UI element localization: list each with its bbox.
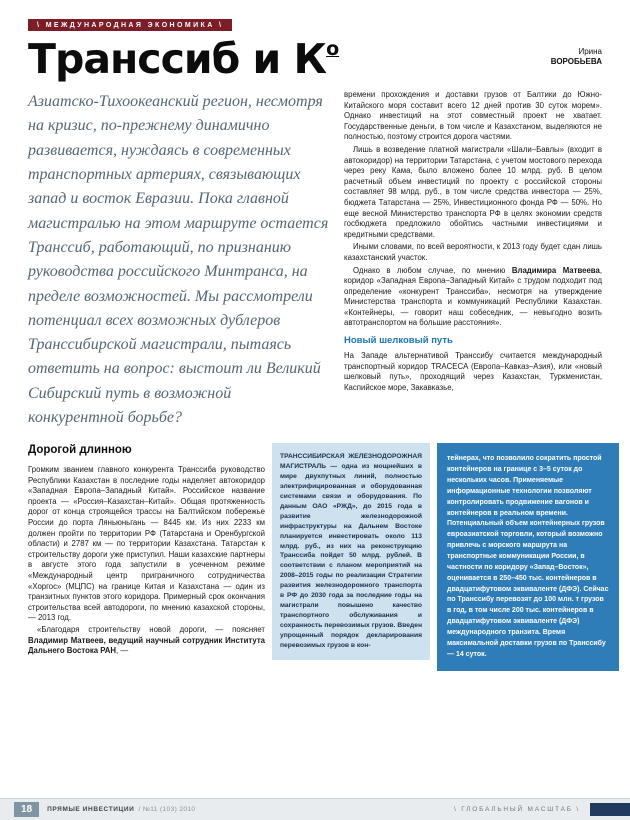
paragraph-text: , — (116, 646, 129, 656)
body-column-left (28, 443, 265, 671)
section-heading: Дорогой длинною (28, 444, 132, 457)
paragraph-text: , коридор «Западная Европа–Западный Китай» с трудом подходит под определение «конкурент Транссиба», несмотря на утверждение Министерства транспорта и коммуникаций Республики Казахстан. «Контейнеры, — говорит наш собеседник, — невыгодно возить автотранспортом на большие расстояния». (344, 265, 603, 328)
author-last-name: ВОРОБЬЕВА (550, 57, 602, 67)
body-paragraph: Громким званием главного конкурента Транссиба руководство Республики Казахстан в последние годы наделяет автокоридор «Западная Европа–Западный Китай». Российское название проекта — «Россия–Казахстан–Китай». Общая протяженность дорог от конца строящейся трассы на Балтийском побережье России до порта Ляньюньгань — 8445 км. Из них 2233 км должен пройти по территории РФ (Татарстана и Оренбургской области) и 2787 км — по территории Казахстана. Татарстан к строительству дороги уже приступил. Наши казахские партнеры в августе этого года запустили в усеченном режиме «Международный центр приграничного сотрудничества «Хоргос» (МЦПС) на границе Китая и Казахстана — один из транзитных пунктов этого коридора. Примерный срок окончания строительства всей автодороги, по мнению казахской стороны, — 2013 год. (28, 465, 265, 623)
subhead-new-silk-road: Новый шелковый путь (344, 335, 453, 347)
body-paragraph (344, 266, 602, 330)
expert-name: Владимир Матвеев, ведущий научный сотрудник Института Дальнего Востока РАН (28, 635, 265, 656)
article-title-superscript: о (326, 38, 340, 60)
article-title-text: Транссиб и К (28, 35, 327, 83)
body-column-right (344, 90, 602, 430)
body-paragraph (28, 625, 265, 657)
sidebar-dark-text: тейнерах, что позволило сократить простой контейнеров на границе с 3–5 суток до нескольких часов. Применяемые информационные технологии позволяют контролировать продвижение вагонов и контейнеров в реальном времени. Потенциальный объем контейнерных грузов евроазиатской торговли, который возможно привлечь с морского маршрута на транспортные коммуникации России, в частности по коридору «Запад–Восток», оценивается в 250–450 тыс. контейнеров в двадцатифутовом эквиваленте (ДФЭ). Сейчас по Транссибу перевозят до 100 млн. т грузов в год, в том числе 200 тыс. контейнеров в двадцатифутовом эквиваленте (ДФЭ) международного транзита. Время максимальной доставки грузов по Транссибу — 14 суток. (447, 455, 609, 658)
expert-name: Владимира Матвеева (511, 265, 600, 275)
lede-paragraph: Азиатско-Тихоокеанский регион, несмотря на кризис, по-прежнему динамично развивается, нуждаясь в современных транспортных артериях, связывающих запад и восток Евразии. Пока главной магистралью на этом маршруте остается Транссиб, работающий, по признанию руководства российского Минтранса, на пределе возможностей. Мы рассмотрели потенциал всех возможных дублеров Транссибирской магистрали, пытаясь ответить на вопрос: выстоит ли Великий Сибирский путь в возможной конкурентной борьбе? (28, 93, 329, 427)
body-paragraph: На Западе альтернативой Транссибу считается международный транспортный коридор TRACECA (Европа–Кавказ–Азия), или «новый шелковый путь», проходящий через Казахстан, Туркменистан, Каспийское море, Закавказье, (344, 350, 602, 392)
footer-accent-bar (590, 803, 630, 816)
section-kicker: \ МЕЖДУНАРОДНАЯ ЭКОНОМИКА \ (28, 19, 232, 31)
page-number-badge: 18 (14, 802, 39, 817)
sidebar-light-box (272, 443, 430, 659)
content-bottom (28, 443, 609, 671)
body-paragraph: Лишь в возведение платной магистрали «Шали–Бавлы» (входит в автокоридор) на территории Татарстана, с учетом мостового перехода через реку Кама, было вложено более 10 млрд. руб. В целом расчетный объем инвестиций по проекту с российской стороны составляет 98 млрд. руб., в том числе средства инвестора — 25%, бюджета Татарстана — 25%, Инвестиционного фонда РФ — 50%. Но еще весной Министерство транспорта РФ в целях экономии средств госбюджета предложило обойтись частными инвестициями и кредитными средствами. (344, 144, 602, 239)
issue-number: / №11 (103) 2010 (138, 806, 196, 813)
body-paragraph: Иными словами, по всей вероятности, к 2013 году будет сдан лишь казахстанский участок. (344, 242, 602, 262)
title-row (28, 35, 602, 83)
body-paragraph: времени прохождения и доставки грузов от Балтики до Южно-Китайского моря составит всего 12 дней против 30 суток морем». Однако инвестиций на этот совместный проект не хватает. Государственные деньги, в том числе и Казахстаном, выделяются не полностью, поэтому строится дорога частями. (344, 90, 602, 142)
magazine-name: ПРЯМЫЕ ИНВЕСТИЦИИ (47, 806, 135, 813)
page-footer (0, 798, 630, 820)
sidebar-light-lead: ТРАНССИБИРСКАЯ ЖЕЛЕЗНОДОРОЖНАЯ МАГИСТРАЛЬ (280, 453, 422, 471)
sidebar-light-text: — одна из мощнейших в мире двухпутных линий, полностью электрифицированная и оборудованная системами связи и оборудования. По данным ОАО «РЖД», до 2015 года в развитие железнодорожной инфраструктуры на Дальнем Востоке планируется инвестировать около 113 млрд. руб., из них на реконструкцию Транссиба пойдет 50 млрд. рублей. В соответствии с планом мероприятий на 2008–2015 годы по реализации Стратегии развития железнодорожного транспорта в РФ до 2030 года за последние годы на магистрали повышено качество транспортного обслуживания и сохранность перевозимых грузов. Введен упрощенный порядок декларирования перевозимых грузов в кон- (280, 463, 422, 649)
paragraph-text: Однако в любом случае, по мнению (353, 265, 512, 275)
content-top (28, 90, 602, 430)
author-first-name: Ирина (578, 47, 602, 56)
paragraph-text: «Благодаря строительству новой дороги, — поясняет (37, 624, 265, 634)
author-byline (551, 39, 602, 68)
section-kicker-row (28, 14, 602, 32)
footer-section-label: \ ГЛОБАЛЬНЫЙ МАСШТАБ \ (454, 806, 580, 813)
sidebar-dark-box (437, 443, 619, 671)
article-title (28, 35, 340, 83)
